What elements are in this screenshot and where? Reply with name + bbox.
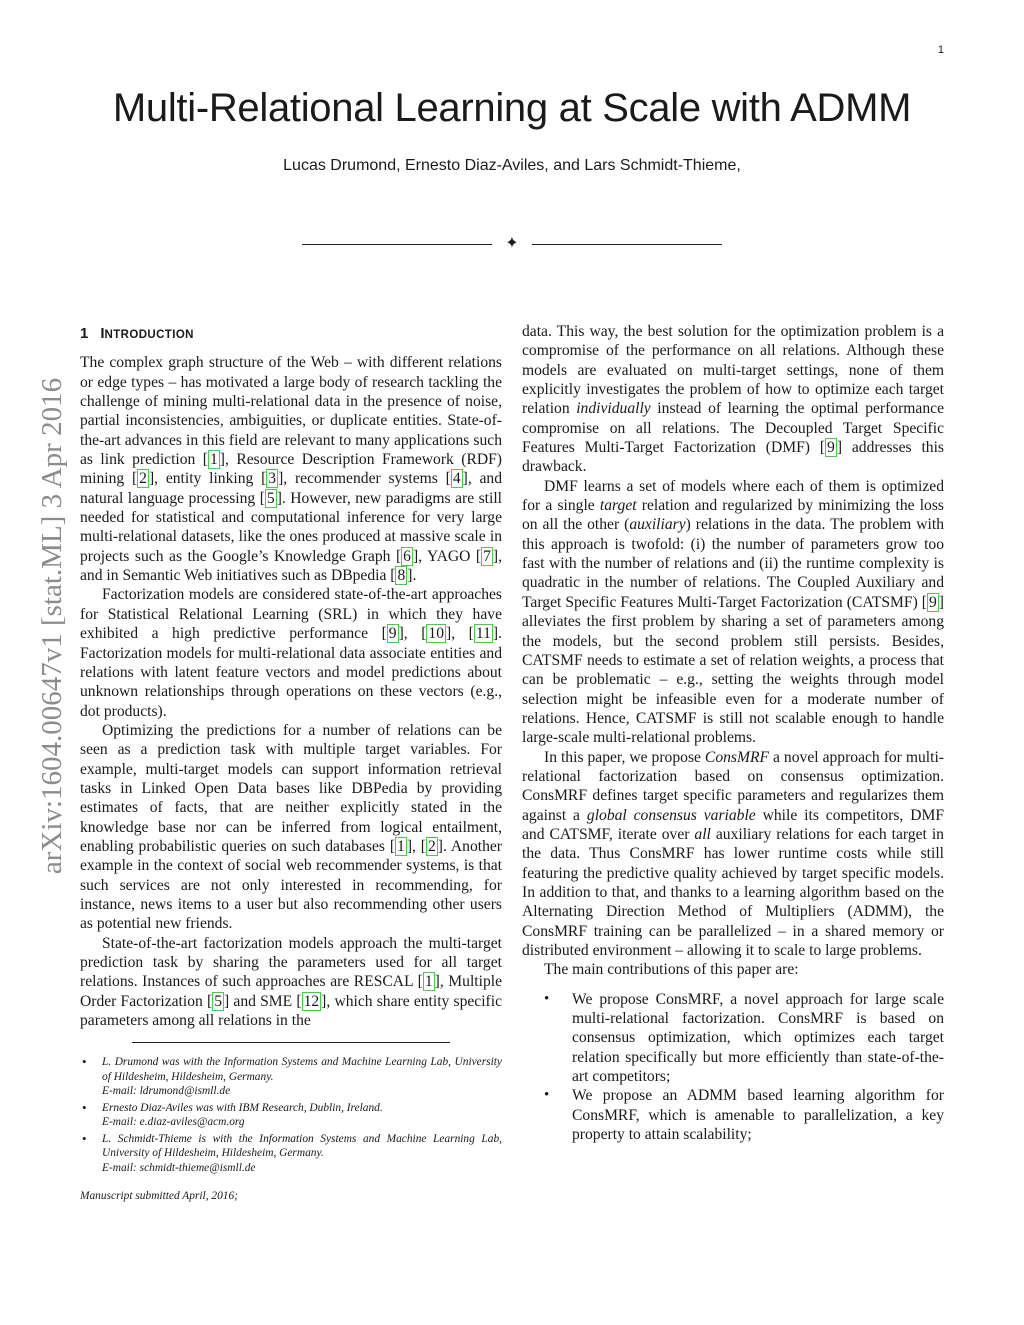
author-list: Lucas Drumond, Ernesto Diaz-Aviles, and Lars Schmidt-Thieme, — [283, 157, 741, 174]
citation-link[interactable]: 12 — [303, 992, 320, 1010]
separator-rule-left — [302, 244, 492, 245]
paragraph-intro-1: The complex graph structure of the Web – with different relations or edge types – has motivated a large body of research tackling the challenge of mining multi-relational data in the presence of noise, partial inconsistencies, ambiguities, or duplicate entities. State-of-the-art advances in this field are relevant to many applications such as link prediction [ 1 ], Resource Description Framework (RDF) mining [ 2 ], entity linking [ 3 ], recommender systems [ 4 ], and natural language processing [ 5 ]. However, new paradigms are still needed for statistical and computational inference for very large multi-relational datasets, like the ones produced at massive scale in projects such as the Google’s Knowledge Graph [ 6 ], YAGO [ 7 ], and in Semantic Web initiatives such as DBpedia [ 8 ]. — [80, 354, 503, 585]
footnote-email[interactable]: E-mail: e.diaz-aviles@acm.org — [102, 1116, 245, 1129]
citation-link[interactable]: 6 — [403, 547, 411, 565]
paragraph-intro-3: Optimizing the predictions for a number of relations can be seen as a prediction task with multiple target variables. For example, multi-target models can support information retrieval tasks in Linked Open Data bases like DBPedia by providing estimates of facts, that are neither explicitly stated in the knowledge base nor can be inferred from logical entailment, enabling probabilistic queries on such databases [ 1 ], [ 2 ]. Another example in the context of social web recommender systems, is that such services are not only interested in recommending, for instance, news items to a user but also recommending other users as potential new friends. — [80, 721, 502, 933]
contributions-list — [522, 990, 944, 1145]
citation-link[interactable]: 1 — [424, 973, 433, 991]
separator-rule-right — [532, 244, 722, 245]
citation-link[interactable]: 9 — [388, 625, 397, 643]
paragraph-intro-2: Factorization models are considered state-of-the-art approaches for Statistical Relational Learning (SRL) in which they have exhibited a high predictive performance [ 9 ], [ 10 ], [ 11 ]. Factorization models for multi-relational data associate entities and relations with latent feature vectors and model predictions about unknown relationships through operations on these vectors (e.g., dot products). — [80, 586, 502, 720]
citation-link[interactable]: 9 — [827, 439, 835, 457]
footnote-email[interactable]: E-mail: schmidt-thieme@ismll.de — [102, 1161, 256, 1174]
contribution-item: • We propose ConsMRF, a novel approach for large scale multi-relational factorization. ConsMRF is based on consensus optimization, which optimizes each target relation specifically but more efficiently than state-of-the-art competitors; — [522, 990, 944, 1087]
citation-link[interactable]: 3 — [268, 470, 277, 488]
section-title-first: I — [100, 325, 105, 342]
separator-star-icon: ✦ — [505, 235, 519, 252]
footnote-item: • L. Schmidt-Thieme is with the Information Systems and Machine Learning Lab, University of Hildesheim, Hildesheim, Germany. E-mail: schmidt-thieme@ismll.de — [80, 1132, 502, 1176]
citation-link[interactable]: 8 — [397, 567, 406, 585]
paper-title: Multi-Relational Learning at Scale with ADMM — [112, 86, 912, 130]
paragraph-right-3: In this paper, we propose ConsMRF a novel approach for multi-relational factorization based on consensus optimization. ConsMRF defines target specific parameters and regularizes them against a global consensus variable while its competitors, DMF and CATSMF, iterate over all auxiliary relations for each target in the data. Thus ConsMRF has lower runtime costs while still featuring the predictive quality achieved by target specific models. In addition to that, and thanks to a learning algorithm based on the Alternating Direction Method of Multipliers (ADMM), the ConsMRF training can be parallelized – in a shared memory or distributed environment – allowing it to scale to large problems. — [522, 748, 945, 959]
left-column — [80, 322, 502, 1207]
footnote-email[interactable]: E-mail: ldrumond@ismll.de — [102, 1085, 231, 1098]
citation-link[interactable]: 1 — [209, 451, 218, 469]
citation-link[interactable]: 10 — [428, 625, 445, 643]
arxiv-identifier[interactable]: arXiv:1604.00647v1 [stat.ML] 3 Apr 2016 — [36, 377, 68, 875]
author-footnotes — [80, 1055, 502, 1175]
right-column — [522, 322, 944, 1144]
citation-link[interactable]: 5 — [266, 489, 275, 507]
citation-link[interactable]: 9 — [929, 593, 937, 611]
title-separator — [302, 236, 722, 254]
section-title-rest: NTRODUCTION — [104, 329, 194, 341]
footnote-item: • L. Drumond was with the Information Systems and Machine Learning Lab, University of Hildesheim, Hildesheim, Germany. E-mail: ldrumond@ismll.de — [80, 1055, 502, 1099]
citation-link[interactable]: 11 — [475, 625, 491, 643]
page-number: 1 — [937, 44, 944, 56]
paragraph-right-1: data. This way, the best solution for the optimization problem is a compromise of the performance on all relations. Although these models are evaluated on multi-target settings, none of them explicitly investigates the problem of how to optimize each target relation individually instead of learning the optimal performance compromise on all relations. The Decoupled Target Specific Features Multi-Target Factorization (DMF) [ 9 ] addresses this drawback. — [522, 323, 944, 476]
paragraph-right-2: DMF learns a set of models where each of them is optimized for a single target relation and regularized by minimizing the loss on all the other (auxiliary) relations in the data. The problem with this approach is twofold: (i) the number of parameters grow too fast with the number of relations and (ii) the runtime complexity is quadratic in the number of relations. The Coupled Auxiliary and Target Specific Features Multi-Target Factorization (CATSMF) [ 9 ] alleviates the first problem by sharing a set of parameters among the models, but the second problem still persists. Besides, CATSMF needs to estimate a set of relation weights, a process that can be problematic – e.g., setting the weights through model selection might be infeasible even for a moderate number of relations. Hence, CATSMF is still not scalable enough to handle large-scale multi-relational problems. — [522, 477, 944, 747]
citation-link[interactable]: 5 — [214, 992, 223, 1010]
citation-link[interactable]: 4 — [452, 470, 461, 488]
manuscript-note: Manuscript submitted April, 2016; — [80, 1190, 238, 1203]
contribution-item: • We propose an ADMM based learning algorithm for ConsMRF, which is amenable to parallelization, a key property to attain scalability; — [522, 1086, 944, 1144]
citation-link[interactable]: 1 — [397, 837, 405, 855]
paragraph-right-4: The main contributions of this paper are: — [544, 961, 799, 979]
citation-link[interactable]: 2 — [139, 470, 147, 488]
citation-link[interactable]: 7 — [483, 547, 491, 565]
section-number: 1 — [80, 325, 89, 342]
footnote-item: • Ernesto Diaz-Aviles was with IBM Research, Dublin, Ireland. E-mail: e.diaz-aviles@acm.org — [80, 1101, 502, 1130]
footnote-rule — [132, 1042, 450, 1043]
paragraph-intro-4: State-of-the-art factorization models approach the multi-target prediction task by sharing the parameters used for all target relations. Instances of such approaches are RESCAL [ 1 ], Multiple Order Factorization [ 5 ] and SME [ 12 ], which share entity specific parameters among all relations in the — [80, 934, 502, 1030]
section-heading — [80, 324, 502, 345]
citation-link[interactable]: 2 — [427, 837, 436, 855]
